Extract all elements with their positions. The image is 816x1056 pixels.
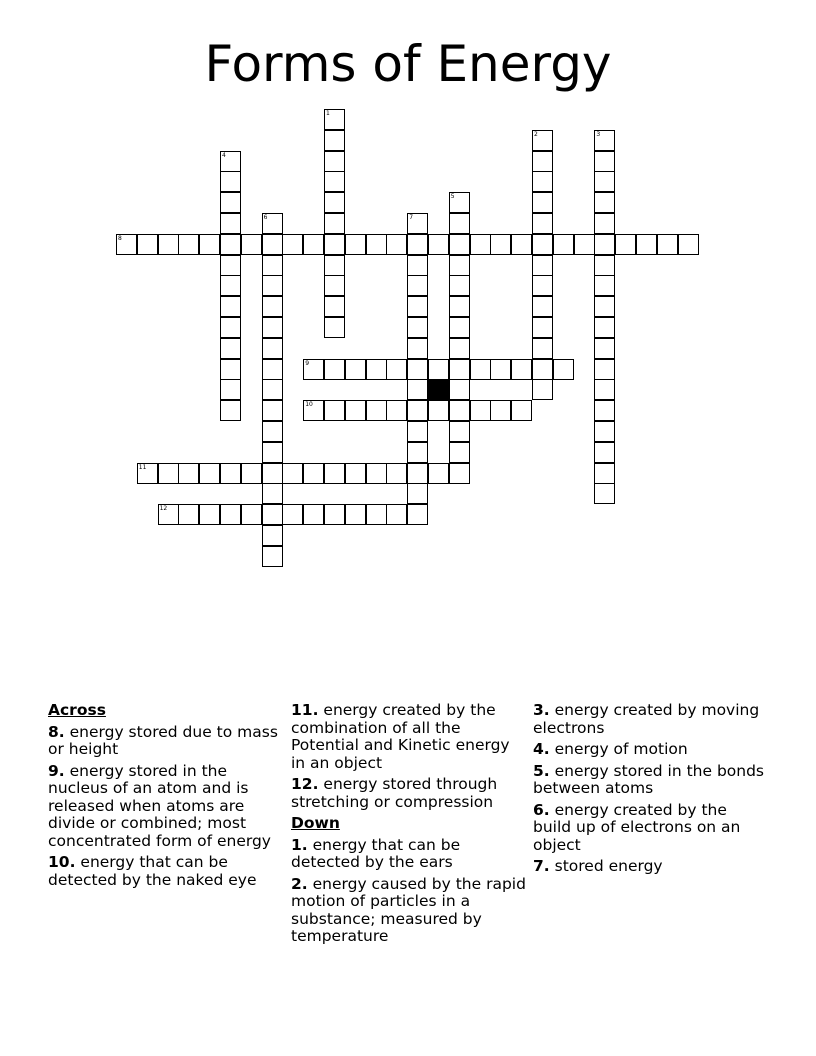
grid-cell[interactable] (220, 171, 241, 192)
grid-cell[interactable] (490, 359, 511, 380)
grid-cell[interactable] (407, 296, 428, 317)
grid-cell[interactable] (220, 317, 241, 338)
grid-cell[interactable] (220, 359, 241, 380)
grid-cell[interactable] (262, 234, 283, 255)
grid-cell[interactable] (220, 234, 241, 255)
clue-down-3: 3. energy created by moving electrons (533, 701, 760, 737)
black-cell (428, 379, 449, 400)
grid-cell[interactable] (220, 192, 241, 213)
grid-cell[interactable] (220, 213, 241, 234)
grid-cell[interactable] (449, 213, 470, 234)
grid-cell[interactable] (324, 234, 345, 255)
grid-cell[interactable] (262, 213, 283, 234)
grid-cell[interactable] (511, 359, 532, 380)
grid-cell[interactable] (303, 463, 324, 484)
clue-across-11: 11. energy created by the combination of all the Potential and Kinetic energy in an object (291, 701, 510, 772)
grid-cell[interactable] (407, 504, 428, 525)
grid-cell[interactable] (324, 171, 345, 192)
clue-number-7: 7 (409, 214, 414, 221)
grid-cell[interactable] (199, 504, 220, 525)
grid-cell[interactable] (407, 317, 428, 338)
page-title: Forms of Energy (204, 35, 612, 93)
grid-cell[interactable] (262, 463, 283, 484)
grid-cell[interactable] (137, 234, 158, 255)
grid-cell[interactable] (241, 504, 262, 525)
grid-cell[interactable] (386, 234, 407, 255)
grid-cell[interactable] (158, 234, 179, 255)
clue-down-7: 7. stored energy (533, 857, 663, 875)
grid-cell[interactable] (386, 359, 407, 380)
grid-cell[interactable] (262, 546, 283, 567)
grid-cell[interactable] (262, 275, 283, 296)
grid-cell[interactable] (199, 463, 220, 484)
grid-cell[interactable] (594, 338, 615, 359)
grid-cell[interactable] (220, 400, 241, 421)
grid-cell[interactable] (594, 442, 615, 463)
grid-cell[interactable] (594, 192, 615, 213)
grid-cell[interactable] (532, 275, 553, 296)
grid-cell[interactable] (262, 255, 283, 276)
grid-cell[interactable] (303, 234, 324, 255)
clue-column-3 (533, 702, 769, 880)
grid-cell[interactable] (449, 234, 470, 255)
clue-column-2 (291, 702, 527, 950)
grid-cell[interactable] (449, 400, 470, 421)
clue-number-8: 8 (118, 234, 122, 242)
grid-cell[interactable] (366, 400, 387, 421)
grid-cell[interactable] (137, 463, 158, 484)
grid-cell[interactable] (407, 379, 428, 400)
grid-cell[interactable] (532, 151, 553, 172)
grid-cell[interactable] (366, 359, 387, 380)
grid-cell[interactable] (158, 504, 179, 525)
grid-cell[interactable] (262, 525, 283, 546)
grid-cell[interactable] (262, 504, 283, 525)
grid-cell[interactable] (262, 379, 283, 400)
clue-number-11: 11 (138, 463, 147, 471)
grid-cell[interactable] (615, 234, 636, 255)
grid-cell[interactable] (324, 317, 345, 338)
grid-cell[interactable] (553, 234, 574, 255)
grid-cell[interactable] (303, 400, 324, 421)
grid-cell[interactable] (449, 359, 470, 380)
grid-cell[interactable] (324, 151, 345, 172)
grid-cell[interactable] (220, 463, 241, 484)
grid-cell[interactable] (449, 317, 470, 338)
grid-cell[interactable] (324, 192, 345, 213)
grid-cell[interactable] (345, 400, 366, 421)
grid-cell[interactable] (345, 359, 366, 380)
grid-cell[interactable] (594, 400, 615, 421)
grid-cell[interactable] (532, 317, 553, 338)
grid-cell[interactable] (449, 379, 470, 400)
grid-cell[interactable] (594, 151, 615, 172)
grid-cell[interactable] (594, 255, 615, 276)
clue-down-2: 2. energy caused by the rapid motion of particles in a substance; measured by temperature (291, 874, 526, 945)
grid-cell[interactable] (449, 442, 470, 463)
grid-cell[interactable] (428, 359, 449, 380)
grid-cell[interactable] (594, 483, 615, 504)
grid-cell[interactable] (241, 234, 262, 255)
grid-cell[interactable] (345, 504, 366, 525)
grid-cell[interactable] (220, 151, 241, 172)
clue-column-1 (48, 702, 284, 893)
grid-cell[interactable] (532, 234, 553, 255)
grid-cell[interactable] (594, 234, 615, 255)
grid-cell[interactable] (657, 234, 678, 255)
grid-cell[interactable] (324, 400, 345, 421)
clue-number-10: 10 (305, 401, 313, 409)
grid-cell[interactable] (532, 192, 553, 213)
grid-cell[interactable] (428, 463, 449, 484)
grid-cell[interactable] (282, 234, 303, 255)
grid-cell[interactable] (449, 421, 470, 442)
grid-cell[interactable] (407, 255, 428, 276)
grid-cell[interactable] (324, 504, 345, 525)
clue-down-1: 1. energy that can be detected by the ears (291, 835, 461, 871)
grid-cell[interactable] (532, 338, 553, 359)
grid-cell[interactable] (345, 463, 366, 484)
grid-cell[interactable] (449, 255, 470, 276)
grid-cell[interactable] (386, 463, 407, 484)
grid-cell[interactable] (594, 275, 615, 296)
grid-cell[interactable] (594, 359, 615, 380)
grid-cell[interactable] (594, 130, 615, 151)
grid-cell[interactable] (178, 504, 199, 525)
grid-cell[interactable] (262, 296, 283, 317)
clue-number-9: 9 (305, 359, 310, 367)
grid-cell[interactable] (220, 275, 241, 296)
grid-cell[interactable] (282, 504, 303, 525)
grid-cell[interactable] (594, 317, 615, 338)
clue-number-5: 5 (450, 193, 455, 201)
grid-cell[interactable] (574, 234, 595, 255)
across-heading: Across (48, 701, 106, 719)
clue-number-12: 12 (159, 505, 168, 513)
clue-number-6: 6 (263, 214, 268, 221)
grid-cell[interactable] (594, 213, 615, 234)
grid-cell[interactable] (449, 338, 470, 359)
grid-cell[interactable] (407, 338, 428, 359)
grid-cell[interactable] (449, 463, 470, 484)
grid-cell[interactable] (449, 275, 470, 296)
clue-down-4: 4. energy of motion (533, 740, 688, 758)
grid-cell[interactable] (220, 379, 241, 400)
grid-cell[interactable] (490, 400, 511, 421)
grid-cell[interactable] (532, 171, 553, 192)
grid-cell[interactable] (220, 255, 241, 276)
grid-cell[interactable] (594, 379, 615, 400)
grid-cell[interactable] (407, 442, 428, 463)
grid-cell[interactable] (262, 359, 283, 380)
grid-cell[interactable] (553, 359, 574, 380)
grid-cell[interactable] (407, 421, 428, 442)
grid-cell[interactable] (449, 296, 470, 317)
grid-cell[interactable] (303, 359, 324, 380)
grid-cell[interactable] (324, 296, 345, 317)
grid-cell[interactable] (262, 400, 283, 421)
down-heading: Down (291, 814, 340, 832)
grid-cell[interactable] (220, 338, 241, 359)
grid-cell[interactable] (386, 504, 407, 525)
grid-cell[interactable] (490, 234, 511, 255)
grid-cell[interactable] (532, 359, 553, 380)
grid-cell[interactable] (594, 421, 615, 442)
clue-across-9: 9. energy stored in the nucleus of an atom and is released when atoms are divide or combined; most concentrated form of energy (48, 761, 271, 850)
clue-number-4: 4 (222, 151, 226, 159)
grid-cell[interactable] (262, 338, 283, 359)
grid-cell[interactable] (366, 504, 387, 525)
grid-cell[interactable] (220, 296, 241, 317)
grid-cell[interactable] (428, 234, 449, 255)
grid-cell[interactable] (220, 504, 241, 525)
clue-number-2: 2 (534, 130, 538, 138)
grid-cell[interactable] (241, 463, 262, 484)
grid-cell[interactable] (407, 275, 428, 296)
grid-cell[interactable] (470, 234, 491, 255)
grid-cell[interactable] (407, 400, 428, 421)
grid-cell[interactable] (532, 255, 553, 276)
grid-cell[interactable] (199, 234, 220, 255)
grid-cell[interactable] (324, 109, 345, 130)
grid-cell[interactable] (324, 275, 345, 296)
grid-cell[interactable] (324, 463, 345, 484)
grid-cell[interactable] (449, 192, 470, 213)
grid-cell[interactable] (532, 379, 553, 400)
grid-cell[interactable] (470, 359, 491, 380)
grid-cell[interactable] (594, 296, 615, 317)
clue-number-3: 3 (596, 130, 601, 138)
grid-cell[interactable] (262, 442, 283, 463)
grid-cell[interactable] (178, 234, 199, 255)
clue-across-8: 8. energy stored due to mass or height (48, 722, 278, 758)
grid-cell[interactable] (262, 483, 283, 504)
grid-cell[interactable] (532, 213, 553, 234)
grid-cell[interactable] (407, 463, 428, 484)
grid-cell[interactable] (366, 463, 387, 484)
grid-cell[interactable] (303, 504, 324, 525)
grid-cell[interactable] (532, 130, 553, 151)
grid-cell[interactable] (324, 255, 345, 276)
grid-cell[interactable] (282, 463, 303, 484)
grid-cell[interactable] (345, 234, 366, 255)
grid-cell[interactable] (407, 213, 428, 234)
grid-cell[interactable] (594, 463, 615, 484)
grid-cell[interactable] (262, 317, 283, 338)
grid-cell[interactable] (116, 234, 137, 255)
grid-cell[interactable] (324, 130, 345, 151)
clue-across-12: 12. energy stored through stretching or compression (291, 775, 498, 811)
grid-cell[interactable] (386, 400, 407, 421)
clue-down-5: 5. energy stored in the bonds between atoms (533, 761, 765, 797)
grid-cell[interactable] (594, 171, 615, 192)
grid-cell[interactable] (678, 234, 699, 255)
grid-cell[interactable] (158, 463, 179, 484)
grid-cell[interactable] (407, 359, 428, 380)
grid-cell[interactable] (428, 400, 449, 421)
grid-cell[interactable] (511, 400, 532, 421)
grid-cell[interactable] (324, 213, 345, 234)
grid-cell[interactable] (366, 234, 387, 255)
grid-cell[interactable] (407, 234, 428, 255)
grid-cell[interactable] (262, 421, 283, 442)
clue-down-6: 6. energy created by the build up of electrons on an object (533, 800, 741, 854)
grid-cell[interactable] (178, 463, 199, 484)
grid-cell[interactable] (636, 234, 657, 255)
grid-cell[interactable] (407, 483, 428, 504)
clue-number-1: 1 (326, 110, 330, 117)
grid-cell[interactable] (470, 400, 491, 421)
grid-cell[interactable] (511, 234, 532, 255)
grid-cell[interactable] (324, 359, 345, 380)
clue-across-10: 10. energy that can be detected by the naked eye (48, 853, 257, 889)
grid-cell[interactable] (532, 296, 553, 317)
